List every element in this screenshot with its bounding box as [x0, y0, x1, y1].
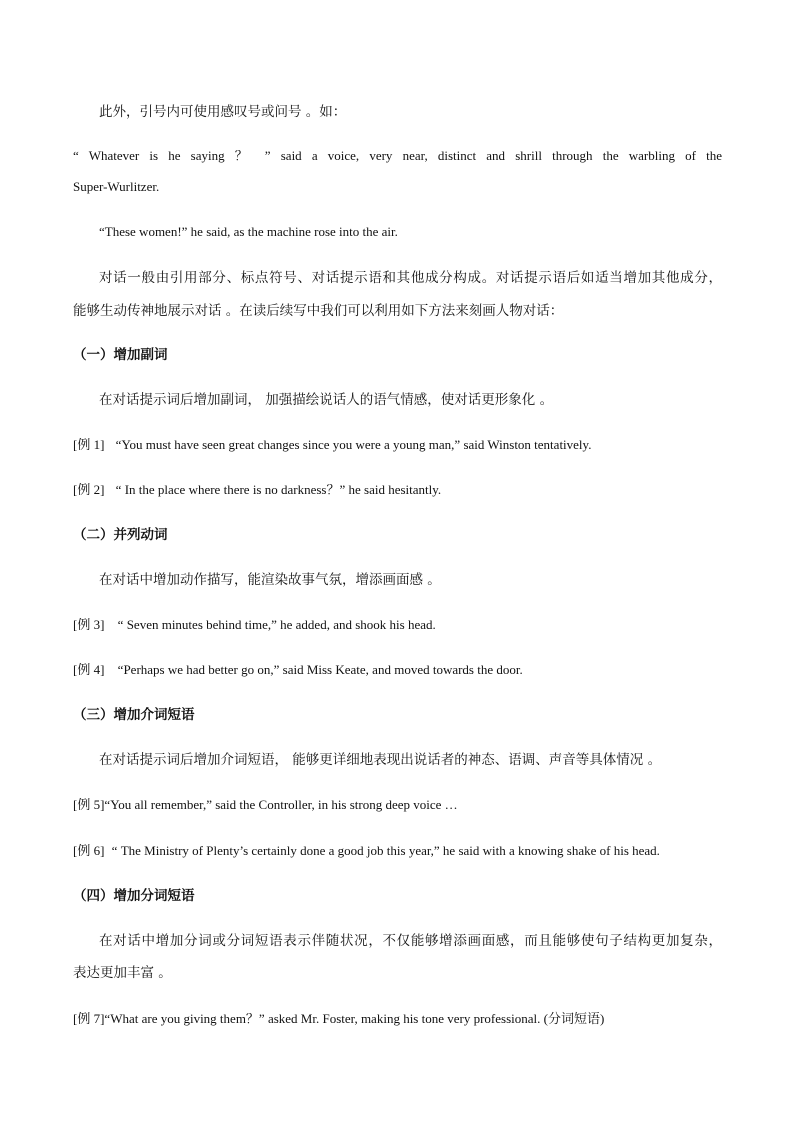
example-3 [73, 616, 436, 634]
example-label: [例 3] [73, 617, 105, 632]
example-6 [73, 842, 660, 860]
example-text: “ The Ministry of Plenty’s certainly done a good job this year,” he said with a knowing shake of his head. [111, 843, 660, 858]
quote-example-1-line1: “ Whatever is he saying ？ ” said a voice, very near, distinct and shrill through the warbling of the [73, 148, 722, 163]
example-1 [73, 436, 591, 454]
example-text: “What are you giving them？” asked Mr. Foster, making his tone very professional. (分词短语) [104, 1011, 605, 1026]
section-heading-participle-phrases: （四）增加分词短语 [73, 888, 195, 904]
structure-paragraph-line1: 对话一般由引用部分、标点符号、对话提示语和其他成分构成。对话提示语后如适当增加其他成分， [99, 270, 722, 286]
example-7 [73, 1010, 604, 1028]
example-label: [例 6] [73, 843, 105, 858]
quote-example-1-line2: Super-Wurlitzer. [73, 179, 160, 194]
quote-example-2: “These women!” he said, as the machine rose into the air. [99, 224, 398, 239]
example-text: “You must have seen great changes since you were a young man,” said Winston tentatively. [115, 437, 592, 452]
section-desc-adverbs: 在对话提示词后增加副词， 加强描绘说话人的语气情感，使对话更形象化 。 [99, 392, 554, 408]
section-heading-adverbs: （一）增加副词 [73, 347, 168, 363]
example-5 [73, 796, 458, 814]
section-desc-participle-phrases-line2: 表达更加丰富 。 [73, 965, 172, 981]
section-desc-participle-phrases-line1: 在对话中增加分词或分词短语表示伴随状况，不仅能够增添画面感，而且能够使句子结构更加复杂， [99, 933, 722, 949]
section-heading-parallel-verbs: （二）并列动词 [73, 527, 168, 543]
section-desc-parallel-verbs: 在对话中增加动作描写，能渲染故事气氛，增添画面感 。 [99, 572, 441, 588]
example-text: “ In the place where there is no darkness？” he said hesitantly. [115, 482, 442, 497]
example-text: “ Seven minutes behind time,” he added, and shook his head. [117, 617, 436, 632]
section-desc-prepositional-phrases: 在对话提示词后增加介词短语， 能够更详细地表现出说话者的神态、语调、声音等具体情况 。 [99, 752, 662, 768]
example-label: [例 1] [73, 437, 105, 452]
example-label: [例 4] [73, 662, 105, 677]
example-label: [例 5] [73, 797, 105, 812]
example-4 [73, 661, 523, 679]
example-text: “You all remember,” said the Controller, in his strong deep voice … [104, 797, 458, 812]
intro-paragraph: 此外，引号内可使用感叹号或问号 。如： [99, 104, 347, 120]
section-heading-prepositional-phrases: （三）增加介词短语 [73, 707, 195, 723]
example-text: “Perhaps we had better go on,” said Miss Keate, and moved towards the door. [117, 662, 523, 677]
example-label: [例 7] [73, 1011, 105, 1026]
example-2 [73, 481, 441, 499]
example-label: [例 2] [73, 482, 105, 497]
structure-paragraph-line2: 能够生动传神地展示对话 。在读后续写中我们可以利用如下方法来刻画人物对话： [73, 303, 564, 319]
